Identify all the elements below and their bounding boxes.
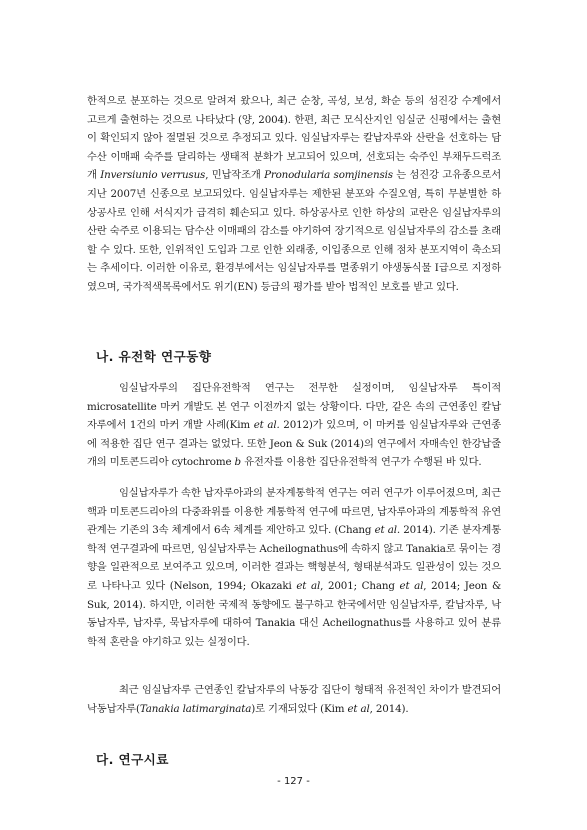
- para4-text-b: )로 기재되었다 (Kim: [251, 702, 348, 715]
- para3-text-d: , 2014; Jeon & Suk, 2014). 하지만, 이러한 국제적 동향에도 불구하고 한국에서만 임실납자루, 칼납자루, 낙동납자루, 납자루, 묵납자루에 대하여 Tanakia 대신 Acheilognathus를 사용하고 있어 분류학적 혼란을 야기하고 있는 실정이다.: [87, 579, 501, 648]
- para3-text-a: 임실납자루가 속한 납자루아과의 분자계통학적 연구는 여러 연구가 이루어졌으며, 최근 핵과 미토콘드리아의 다중좌위를 이용한 계통학적 연구에 따르면, 납자루아과의 계통학적 유연관계는 기존의 3속 체계에서 6속 체계를 제안하고 있다. (Chang: [87, 487, 501, 537]
- para2-text-b: 2012)가 있으며, 이 마커를 임실납자루와 근연종에 적용한 집단 연구 결과는 없었다. 또한 Jeon & Suk (2014)의 연구에서 자매속인 한강납줄개의 미토콘드리아 cytochrome: [87, 419, 501, 469]
- et-al-italic: et al: [296, 579, 321, 592]
- et-al-italic: et al: [399, 579, 424, 592]
- para4-text-a: 최근 임실납자루 근연종인 칼납자루의 낙동강 집단이 형태적 유전적인 차이가 발견되어 낙동납자루(: [87, 684, 501, 715]
- para1-mid-text: , 민납작조개: [205, 169, 265, 182]
- paragraph-population-genetics: [87, 379, 501, 472]
- section-heading-genetics: 나. 유전학 연구동향: [96, 349, 212, 364]
- paragraph-phylogenetics: [87, 484, 501, 651]
- species-name-tanakia: Tanakia latimarginata: [139, 702, 252, 715]
- paragraph-distribution: [87, 92, 501, 297]
- section-heading-samples: 다. 연구시료: [96, 752, 169, 767]
- para2-text-a: 임실납자루의 집단유전학적 연구는 전무한 실정이며, 임실납자루 특이적 microsatellite 마커 개발도 본 연구 이전까지 없는 상황이다. 다만, 같은 속의 근연종인 칼납자루에서 1건의 마커 개발 사례(Kim: [87, 382, 501, 432]
- para3-text-b: 2014). 기존 분자계통학적 연구결과에 따르면, 임실납자루는 Acheilognathus에 속하지 않고 Tanakia로 묶이는 경향을 일관적으로 보여주고 있으며, 이러한 결과는 핵형분석, 형태분석과도 일관성이 있는 것으로 나타나고 있다 (Nelson, 1994; Okazaki: [87, 524, 502, 592]
- para3-text-c: , 2001; Chang: [320, 579, 400, 592]
- para1-text: 한적으로 분포하는 것으로 알려져 왔으나, 최근 순창, 곡성, 보성, 화순 등의 섬진강 수계에서 고르게 출현하는 것으로 나타났다 (양, 2004). 한편, 최근 모식산지인 임실군 신평에서는 출현이 확인되지 않아 절멸된 것으로 추정되고 있다. 임실납자루는 칼납자루와 산란을 선호하는 담수산 이매패 숙주를 달리하는 생태적 분화가 보고되어 있으며, 선호되는 숙주인 부채두드럭조개: [87, 95, 501, 182]
- para1-rest-text: 는 섬진강 고유종으로서 지난 2007년 신종으로 보고되었다. 임실납자루는 제한된 분포와 수질오염, 특히 무분별한 하상공사로 인해 서식지가 급격히 훼손되고 있다. 하상공사로 인한 하상의 교란은 임실납자루의 산란 숙주로 이용되는 담수산 이매패의 감소를 야기하여 장기적으로 임실납자루의 감소를 초래할 수 있다. 또한, 인위적인 도입과 그로 인한 외래종, 이입종으로 인해 점차 분포지역이 축소되는 추세이다. 이러한 이유로, 환경부에서는 임실납자루를 멸종위기 야생동식물 I급으로 지정하였으며, 국가적색목록에서도 위기(EN) 등급의 평가를 받아 법적인 보호를 받고 있다.: [87, 169, 501, 293]
- et-al-italic: et al: [347, 702, 370, 715]
- et-al-italic: et al.: [374, 524, 400, 537]
- para2-text-c: 유전자를 이용한 집단유전학적 연구가 수행된 바 있다.: [241, 456, 482, 469]
- et-al-italic: et al.: [253, 419, 280, 432]
- species-name-inversiunio: Inversiunio verrusus: [100, 169, 206, 182]
- gene-b-italic: b: [234, 456, 241, 469]
- para4-text-c: , 2014).: [369, 702, 409, 715]
- species-name-pronodularia: Pronodularia somjinensis: [264, 169, 393, 182]
- page-number: - 127 -: [277, 776, 310, 787]
- paragraph-recent-species: [87, 681, 501, 718]
